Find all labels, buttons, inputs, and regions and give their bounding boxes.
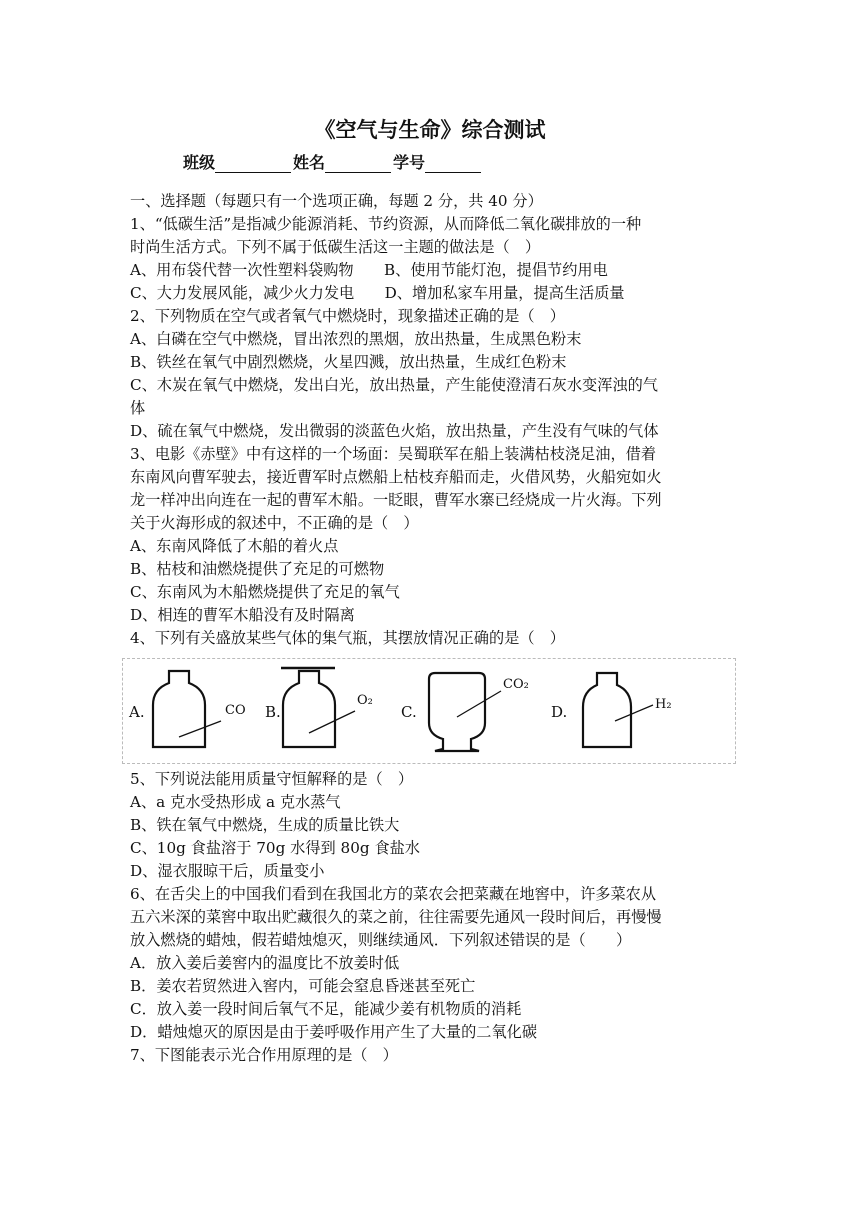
q4-option-b-gas: O₂ — [357, 693, 373, 708]
q2-option: A、白磷在空气中燃烧，冒出浓烈的黑烟，放出热量，生成黑色粉末 — [130, 330, 582, 348]
class-blank — [215, 155, 291, 173]
q2-option: B、铁丝在氧气中剧烈燃烧，火星四溅，放出热量，生成红色粉末 — [130, 353, 567, 371]
q4-option-b-label: B. — [265, 703, 281, 721]
q6-option: A．放入姜后姜窖内的温度比不放姜时低 — [130, 954, 400, 972]
page-title: 《空气与生命》综合测试 — [314, 118, 546, 142]
q5-option: A、a 克水受热形成 a 克水蒸气 — [130, 793, 341, 811]
question-content — [130, 190, 734, 1067]
name-blank — [325, 155, 391, 173]
q3-option: A、东南风降低了木船的着火点 — [130, 537, 339, 555]
section-heading: 一、选择题（每题只有一个选项正确，每题 2 分，共 40 分） — [130, 192, 543, 210]
q4-option-a-gas: CO — [225, 703, 246, 718]
q7-line: 7、下图能表示光合作用原理的是（ ） — [130, 1046, 398, 1064]
q3-line: 东南风向曹军驶去，接近曹军时点燃船上枯枝弃船而走，火借风势，火船宛如火 — [130, 468, 662, 486]
q2-option: D、硫在氧气中燃烧，发出微弱的淡蓝色火焰，放出热量，产生没有气味的气体 — [130, 422, 659, 440]
q3-option: C、东南风为木船燃烧提供了充足的氧气 — [130, 583, 400, 601]
q6-option: D．蜡烛熄灭的原因是由于姜呼吸作用产生了大量的二氧化碳 — [130, 1023, 538, 1041]
class-label: 班级 — [183, 153, 216, 172]
q5-option: D、湿衣服晾干后，质量变小 — [130, 862, 325, 880]
q1-option-line: A、用布袋代替一次性塑料袋购物 B、使用节能灯泡，提倡节约用电 — [130, 261, 608, 279]
bottle-c-icon — [429, 673, 485, 751]
gas-bottles-figure — [123, 659, 735, 763]
q1-option-line: C、大力发展风能，减少火力发电 D、增加私家车用量，提高生活质量 — [130, 284, 625, 302]
q3-option: D、相连的曹军木船没有及时隔离 — [130, 606, 355, 624]
id-blank — [425, 155, 481, 173]
bottle-a-icon — [153, 671, 205, 747]
student-info-line — [183, 150, 483, 173]
q2-option: C、木炭在氧气中燃烧，发出白光，放出热量，产生能使澄清石灰水变浑浊的气 — [130, 376, 658, 394]
q4-figure — [122, 658, 736, 764]
bottle-b-icon — [283, 671, 335, 747]
q5-option: B、铁在氧气中燃烧，生成的质量比铁大 — [130, 816, 400, 834]
q4-option-a-label: A. — [129, 703, 145, 721]
q3-line: 龙一样冲出向连在一起的曹军木船。一眨眼，曹军水寨已经烧成一片火海。下列 — [130, 491, 662, 509]
name-label: 姓名 — [293, 153, 326, 172]
bottle-d-icon — [583, 673, 631, 747]
q5-option: C、10g 食盐溶于 70g 水得到 80g 食盐水 — [130, 839, 420, 857]
q3-line: 关于火海形成的叙述中，不正确的是（ ） — [130, 514, 419, 532]
q6-line: 放入燃烧的蜡烛，假若蜡烛熄灭，则继续通风．下列叙述错误的是（ ） — [130, 931, 632, 949]
q4-option-d-label: D. — [551, 703, 568, 721]
q6-line: 6、在舌尖上的中国我们看到在我国北方的菜农会把菜藏在地窖中，许多菜农从 — [130, 885, 657, 903]
q4-option-c-gas: CO₂ — [503, 677, 529, 692]
q4-option-d-gas: H₂ — [655, 697, 672, 712]
id-label: 学号 — [393, 153, 426, 172]
q6-line: 五六米深的菜窖中取出贮藏很久的菜之前，往往需要先通风一段时间后，再慢慢 — [130, 908, 662, 926]
q6-option: B．姜农若贸然进入窖内，可能会窒息昏迷甚至死亡 — [130, 977, 476, 995]
q2-line: 2、下列物质在空气或者氧气中燃烧时，现象描述正确的是（ ） — [130, 307, 565, 325]
q1-line: 1、“低碳生活”是指减少能源消耗、节约资源，从而降低二氧化碳排放的一种 — [130, 215, 642, 233]
q5-line: 5、下列说法能用质量守恒解释的是（ ） — [130, 770, 414, 788]
q1-line: 时尚生活方式。下列不属于低碳生活这一主题的做法是（ ） — [130, 238, 541, 256]
q3-line: 3、电影《赤壁》中有这样的一个场面：吴蜀联军在船上装满枯枝浇足油，借着 — [130, 445, 657, 463]
q2-option: 体 — [130, 399, 146, 417]
q6-option: C．放入姜一段时间后氧气不足，能减少姜有机物质的消耗 — [130, 1000, 522, 1018]
q3-option: B、枯枝和油燃烧提供了充足的可燃物 — [130, 560, 385, 578]
q4-line: 4、下列有关盛放某些气体的集气瓶，其摆放情况正确的是（ ） — [130, 629, 565, 647]
q4-option-c-label: C. — [401, 703, 417, 721]
